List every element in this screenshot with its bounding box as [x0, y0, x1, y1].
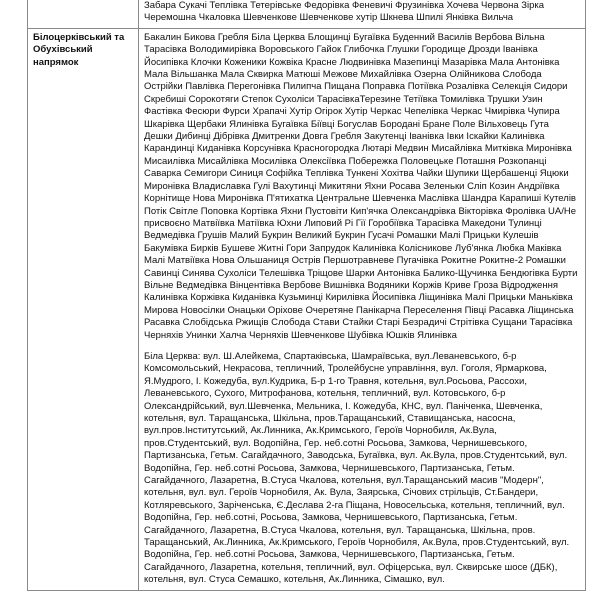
region-cell: Білоцерківський та Обухівський напрямок: [28, 28, 139, 590]
village-list: Бакалин Бикова Гребля Біла Церква Блощинці Бугаївка Буденний Василів Вербова Вільна Тарасівка Володимирівка Воровського Гайок Глибочка Глушки Городище Дрозди Іванівка Йосипівка Клочки Коженики Кожвіка Красне Людвинівка Мазепинці Мазарівка Мала Антонівка Мала Вільшанка Мала Сквирка Матюші Межове Михайлівка Озерна Олійникова Слобода Острійки Павлівка Перегонівка Пилипча Пищана Поправка Потіївка Розалівка Селекція Сидори Скребиші Сорокотяги Степок Сухоліси ТарасівкаТерезине Тетіївка Томилівка Трушки Узин Фастівка Фесюри Фурси Храпачі Хутір Огірок Хутір Черкас Чепелівка Черкас Чмирівка Чупира Шкарівка Щербаки Ялинівка Бугаївка Біївці Богуслав Бородані Бране Поле Вільховець Гута Дешки Дибинці Дібрівка Дмитренки Довга Гребля Закутенці Іванівка Івки Іскайки Калинівка Карандинці Киданівка Корсунівка Красногородка Лютарі Медвин Мисайлівка Митківка Миронівка Мисаилівка Мисайлівка Мосилівка Олексіївка Побережка Половецьке Поташня Розкопанці Саварка Семигори Синиця Софійка Теплівка Тункені Хохітва Чайки Шупики Щербашенці Яцюки Миронівка Владиславка Гулі Вахутинці Микитяни Яхни Росава Зеленьки Сліп Козин Андріївка Корнітище Нова Миронівка П'ятихатка Центральне Шевченка Маслівка Шандра Карапиші Кутелів Потік Світле Поповка Кортівка Яхни Пустовіти Кип'ячка Олександрівка Вікторівка Фролівка UA/He присвоєно Матвіївка Матіївка Юхни Липовий Рі Гії Горобіївка Тарасівка Македони Тулинці Ведмедівка Грушів Малий Букрин Великий Букрин Гусачі Ромашки Малі Прицьки Кулешів Бакумівка Бирків Бушеве Житні Гори Запрудок Калинівка Колісникове Луб'янка Любка Маківка Малі Матвіївка Нова Ольшаниця Острів Першотравневе Пугачівка Рокитне Рокитне-2 Ромашки Савинці Синява Сухоліси Телешівка Тріщове Шарки Антонівка Балико-Щучинка Бендюгівка Бурти Вільне Ведмедівка Вінцентівка Вербове Вишнівка Водяники Коржів Криве Гроза Відродження Калинівка Коржівка Киданівка Кузьминці Кирилівка Йосипівка Ліщинівка Малі Прицьки Маньківка Мирова Новосілки Онацьки Оріхове Очеретяне Панікарча Переселення Півці Расавка Ліщинська Расавка Слобідська Ржищів Слобода Стави Стайки Старі Безрадичі Стрітівка Сущани Тарасівка Черняхів Унинки Халча Черняхів Шевченкове Шубівка Юшків Ялинівка: [144, 31, 578, 341]
village-list: Забара Сукачі Теплівка Тетерівське Федорівка Феневичі Фрузинівка Хочева Червона Зірка Черемошна Чкаловка Шевченкове Шевченкове хутір Шкнева Шпилі Янківка Вильча: [144, 0, 545, 24]
street-list: Біла Церква: вул. Ш.Алейкема, Спартаківська, Шамраївська, вул.Леваневського, б-р Комсомольський, Некрасова, тепличний, Тролейбусне управління, вул. Гоголя, Ярмаркова, Я.Мудрого, І. Кожедуба, вул.Кудрика, Б-р 1-го Травня, котельня, вул.Росьова, Рассохи, Леваневського, Сухого, Митрофанова, котельня, тепличний, вул. Котовського, б-р Олександрійський, вул.Шевченка, Мельника, І. Кожедуба, КНС, вул. Паніченка, Шевченка, котельня, вул. Таращанська, Шкільна, пров.Таращанський, Ставищанська, насосна, вул.пров.Інститутський, Ак.Линника, Ак.Кримського, Героїв Чорнобиля, Ак.Вула, пров.Студентський, вул. Водопійна, Гер. неб.сотні Росьова, Замкова, Чернишевського, Партизанська, Гетьм. Сагайдачного, Заводська, Бугаївка, вул. Ак.Вула, пров.Студентський, вул. Водопійна, Гер. неб.сотні Росьова, Замкова, Чернишевського, Партизанська, Гетьм. Сагайдачного, Лазаретна, В.Стуса Чкалова, котельня, вул.Таращанський масив "Модерн", котельня, вул. вул. Героїв Чорнобиля, Ак. Вула, Заярська, Січових стрільців, Ст.Бандери, Котляревського, Заріченська, Є.Деслава 2-га Піщана, Новосельська, котельня, тепличний, вул. Водопійна, Гер. неб.сотні, Росьова, Замкова, Чернишевського, Партизанська, Гетьм. Сагайдачного, Лазаретна, В.Стуса Чкалова, котельня, вул. Таращанська, Шкільна, пров. Таращанський, Ак.Линника, Ак.Кримського, Героїв Чорнобиля, Ак.Вула, пров.Студентський, вул. Водопійна, Гер. неб.сотні Росьова, Замкова, Чернишевського, Партизанська, Гетьм. Сагайдачного, Лазаретна, котельня, тепличний, вул. Офіцерська, вул. Сквирське шосе (ДБК), котельня, вул. Стуса Семашко, котельня, Ак.Линника, Сімашко, вул.: [144, 350, 570, 586]
content-cell: [139, 0, 586, 28]
table-row: [28, 0, 586, 28]
table-row: [28, 28, 586, 590]
region-cell: [28, 0, 139, 28]
content-cell: [139, 28, 586, 590]
region-table: [27, 0, 586, 591]
